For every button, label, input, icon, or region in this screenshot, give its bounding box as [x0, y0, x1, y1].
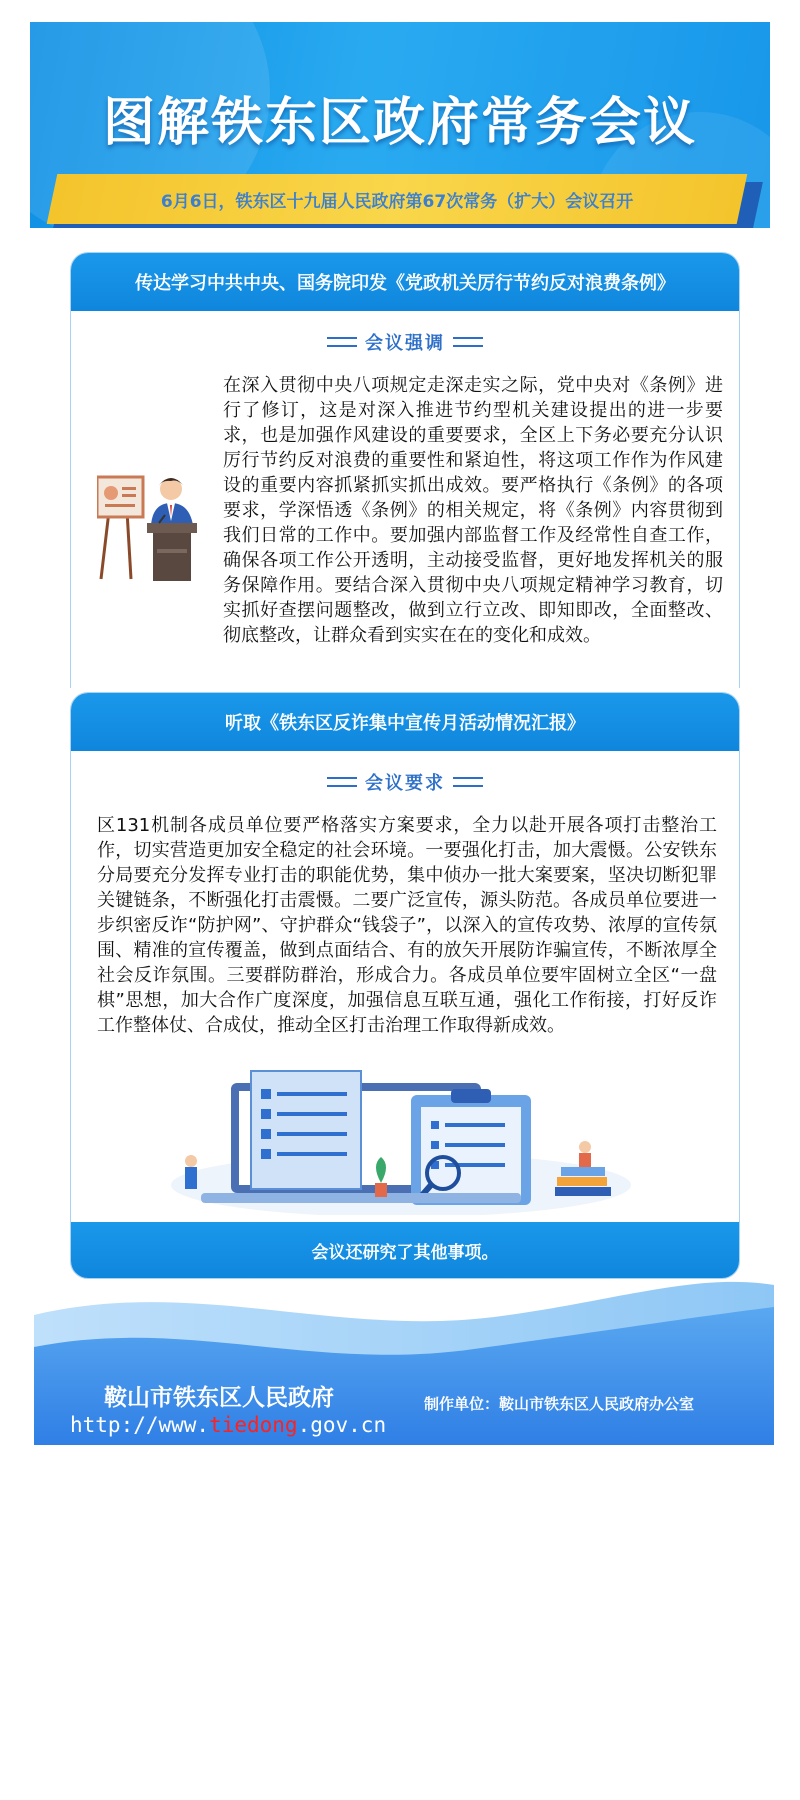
footer-url-prefix: http://www. — [70, 1413, 210, 1437]
section-1-body: 在深入贯彻中央八项规定走深走实之际，党中央对《条例》进行了修订，这是对深入推进节约型机关建设提出的进一步要求，也是加强作风建设的重要要求，全区上下务必要充分认识厉行节约反对浪费的重要性和紧迫性，将这项工作作为作风建设的重要内容抓紧抓实抓出成效。要严格执行《条例》的各项要求，学深悟透《条例》的相关规定，将《条例》内容贯彻到我们日常的工作中。要加强内部监督工作及经常性自查工作，确保各项工作公开透明，主动接受监督，更好地发挥机关的服务保障作用。要结合深入贯彻中央八项规定精神学习教育，切实抓好查摆问题整改，做到立行立改、即知即改，全面整改、彻底整改，让群众看到实实在在的变化和成效。 — [223, 375, 723, 646]
section-2-heading: 听取《铁东区反诈集中宣传月活动情况汇报》 — [225, 713, 585, 734]
section-2-subheading — [71, 769, 739, 795]
page-subtitle: 6月6日，铁东区十九届人民政府第67次常务（扩大）会议召开 — [160, 191, 634, 212]
subtitle-ribbon — [47, 174, 748, 224]
footer-org-name: 鞍山市铁东区人民政府 — [104, 1385, 334, 1411]
footer-url-suffix: .gov.cn — [297, 1413, 387, 1437]
section-1-subheading — [71, 329, 739, 355]
section-card-2 — [70, 692, 740, 1279]
footer-url-highlight: tiedong — [209, 1413, 298, 1437]
checklist-work-illustration — [161, 1065, 641, 1215]
page-title: 图解铁东区政府常务会议 — [102, 93, 697, 153]
footer-producer: 制作单位：鞍山市铁东区人民政府办公室 — [424, 1395, 695, 1413]
section-1-heading: 传达学习中共中央、国务院印发《党政机关厉行节约反对浪费条例》 — [135, 273, 675, 294]
deco-line-right — [453, 337, 483, 347]
section-2-body: 区131机制各成员单位要严格落实方案要求，全力以赴开展各项打击整治工作，切实营造更加安全稳定的社会环境。一要强化打击，加大震慑。公安铁东分局要充分发挥专业打击的职能优势，集中侦办一批大案要案，坚决切断犯罪关键链条，不断强化打击震慑。二要广泛宣传，源头防范。各成员单位要进一步织密反诈“防护网”、守护群众“钱袋子”，以深入的宣传攻势、浓厚的宣传氛围、精准的宣传覆盖，做到点面结合、有的放矢开展防诈骗宣传，不断浓厚全社会反诈氛围。三要群防群治，形成合力。各成员单位要牢固树立全区“一盘棋”思想，加大合作广度深度，加强信息互联互通，强化工作衔接，打好反诈工作整体仗、合成仗，推动全区打击治理工作取得新成效。 — [97, 815, 717, 1036]
section-2-header — [71, 693, 739, 751]
header-banner — [30, 22, 770, 228]
section-2-footer-note: 会议还研究了其他事项。 — [311, 1242, 499, 1263]
deco-line-right — [453, 777, 483, 787]
section-1-subheading-text: 会议强调 — [365, 333, 445, 354]
section-1-header — [71, 253, 739, 311]
deco-line-left — [327, 777, 357, 787]
page-footer — [34, 1277, 774, 1445]
speaker-at-podium-icon — [97, 471, 207, 591]
section-card-1 — [70, 252, 740, 688]
deco-line-left — [327, 337, 357, 347]
section-2-subheading-text: 会议要求 — [365, 773, 445, 794]
section-2-footer — [71, 1222, 739, 1278]
footer-website[interactable] — [70, 1413, 386, 1437]
